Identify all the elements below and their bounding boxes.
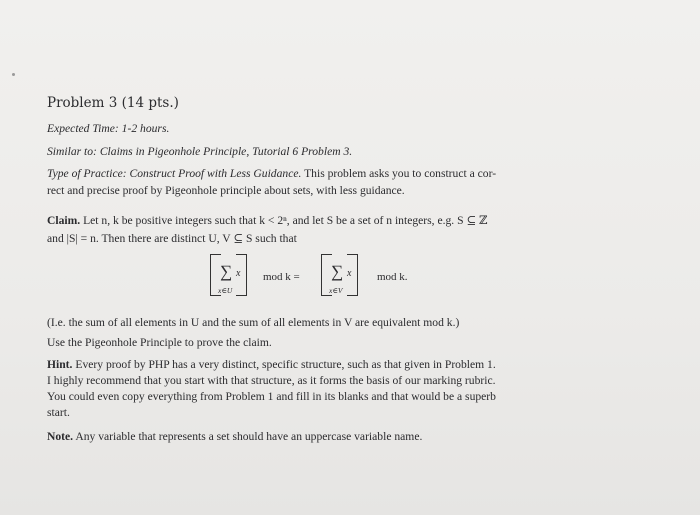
hint-line-2: I highly recommend that you start with that structure, as it forms the basis of our marking rubric. <box>47 374 496 387</box>
congruence-formula <box>210 254 440 304</box>
hint-line-3: You could even copy everything from Problem 1 and fill in its blanks and that would be a superb <box>47 390 496 403</box>
right-bracket-close <box>347 254 358 296</box>
hint-label: Hint. <box>47 358 73 371</box>
type-line-2: rect and precise proof by Pigeonhole principle about sets, with less guidance. <box>47 184 405 197</box>
hint-text-1: Every proof by PHP has a very distinct, specific structure, such as that given in Problem 1. <box>75 358 496 371</box>
similar-to: Similar to: Claims in Pigeonhole Principle, Tutorial 6 Problem 3. <box>47 145 353 158</box>
use-php-line: Use the Pigeonhole Principle to prove the claim. <box>47 336 272 349</box>
type-of-practice-line <box>47 167 496 180</box>
type-rest: This problem asks you to construct a cor- <box>304 167 497 180</box>
problem-title: Problem 3 (14 pts.) <box>47 95 179 111</box>
hint-line-1 <box>47 358 496 371</box>
hint-line-4: start. <box>47 406 70 419</box>
claim-line-2: and |S| = n. Then there are distinct U, V ⊆ S such that <box>47 232 297 245</box>
ie-line: (I.e. the sum of all elements in U and the sum of all elements in V are equivalent mod k.) <box>47 316 460 329</box>
formula-mid: mod k = <box>263 271 300 283</box>
sub-left: x∈U <box>218 286 233 295</box>
left-bracket-close <box>236 254 247 296</box>
bullet-dot <box>12 73 15 76</box>
note-line <box>47 430 422 443</box>
type-label: Type of Practice: Construct Proof with Less Guidance. <box>47 167 302 180</box>
claim-text-1: Let n, k be positive integers such that k < 2ⁿ, and let S be a set of n integers, e.g. S ⊆ ℤ <box>83 214 488 227</box>
note-text: Any variable that represents a set should have an uppercase variable name. <box>75 430 423 443</box>
sigma-right: ∑ <box>331 262 344 281</box>
sub-right: x∈V <box>329 286 343 295</box>
claim-label: Claim. <box>47 214 81 227</box>
formula-end: mod k. <box>377 271 408 283</box>
expected-time: Expected Time: 1-2 hours. <box>47 122 170 135</box>
sigma-left: ∑ <box>220 262 233 281</box>
claim-line-1 <box>47 213 488 227</box>
var-right: x <box>347 268 352 279</box>
note-label: Note. <box>47 430 74 443</box>
var-left: x <box>236 268 241 279</box>
